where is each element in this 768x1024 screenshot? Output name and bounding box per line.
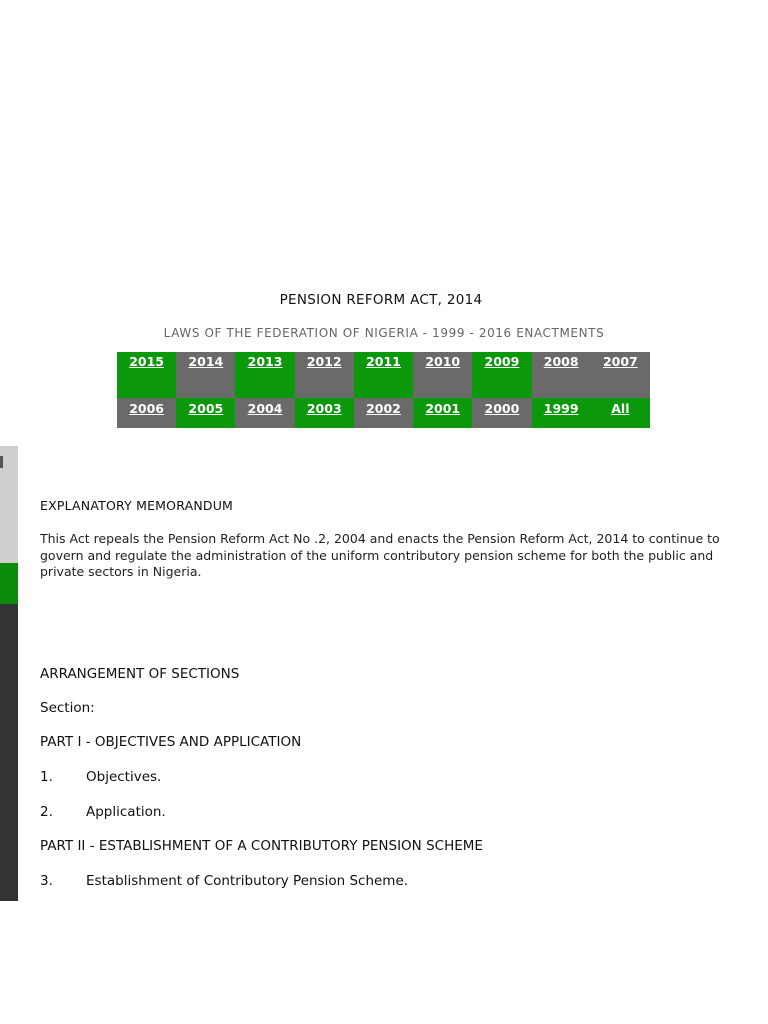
year-link-2013[interactable]: 2013 [235,352,294,398]
year-link-2002[interactable]: 2002 [354,398,413,428]
year-link-2000[interactable]: 2000 [472,398,531,428]
strip-green-segment [0,563,18,604]
year-link-all[interactable]: All [591,398,650,428]
page-title: PENSION REFORM ACT, 2014 [279,292,483,308]
part-heading-1: PART I - OBJECTIVES AND APPLICATION [40,734,302,750]
section-label: Section: [40,700,95,716]
item-number-1: 1. [40,769,53,785]
year-link-2012[interactable]: 2012 [295,352,354,398]
part-heading-2: PART II - ESTABLISHMENT OF A CONTRIBUTORY PENSION SCHEME [40,838,483,854]
year-link-2003[interactable]: 2003 [295,398,354,428]
strip-mark [0,456,3,468]
item-establishment: Establishment of Contributory Pension Scheme. [86,873,409,889]
item-application: Application. [86,804,166,820]
year-link-2007[interactable]: 2007 [591,352,650,398]
year-link-2009[interactable]: 2009 [472,352,531,398]
year-link-2011[interactable]: 2011 [354,352,413,398]
memo-heading: EXPLANATORY MEMORANDUM [40,498,234,513]
year-link-1999[interactable]: 1999 [532,398,591,428]
year-link-2014[interactable]: 2014 [176,352,235,398]
arrangement-heading: ARRANGEMENT OF SECTIONS [40,666,240,682]
year-link-2010[interactable]: 2010 [413,352,472,398]
page-subtitle: LAWS OF THE FEDERATION OF NIGERIA - 1999 - 2016 ENACTMENTS [163,326,605,340]
year-link-2015[interactable]: 2015 [117,352,176,398]
memo-text: This Act repeals the Pension Reform Act No .2, 2004 and enacts the Pension Reform Act, 2014 to continue to govern and regulate the administration of the uniform contributory pension scheme for both the public and private sectors in Nigeria. [40,531,720,579]
year-link-2008[interactable]: 2008 [532,352,591,398]
item-number-3: 3. [40,873,53,889]
strip-light-segment [0,446,18,563]
side-strip [0,446,18,901]
year-navigation [117,352,650,428]
year-link-2005[interactable]: 2005 [176,398,235,428]
year-link-2006[interactable]: 2006 [117,398,176,428]
year-link-2001[interactable]: 2001 [413,398,472,428]
item-number-2: 2. [40,804,53,820]
item-objectives: Objectives. [86,769,162,785]
strip-dark-segment [0,604,18,901]
year-link-2004[interactable]: 2004 [235,398,294,428]
